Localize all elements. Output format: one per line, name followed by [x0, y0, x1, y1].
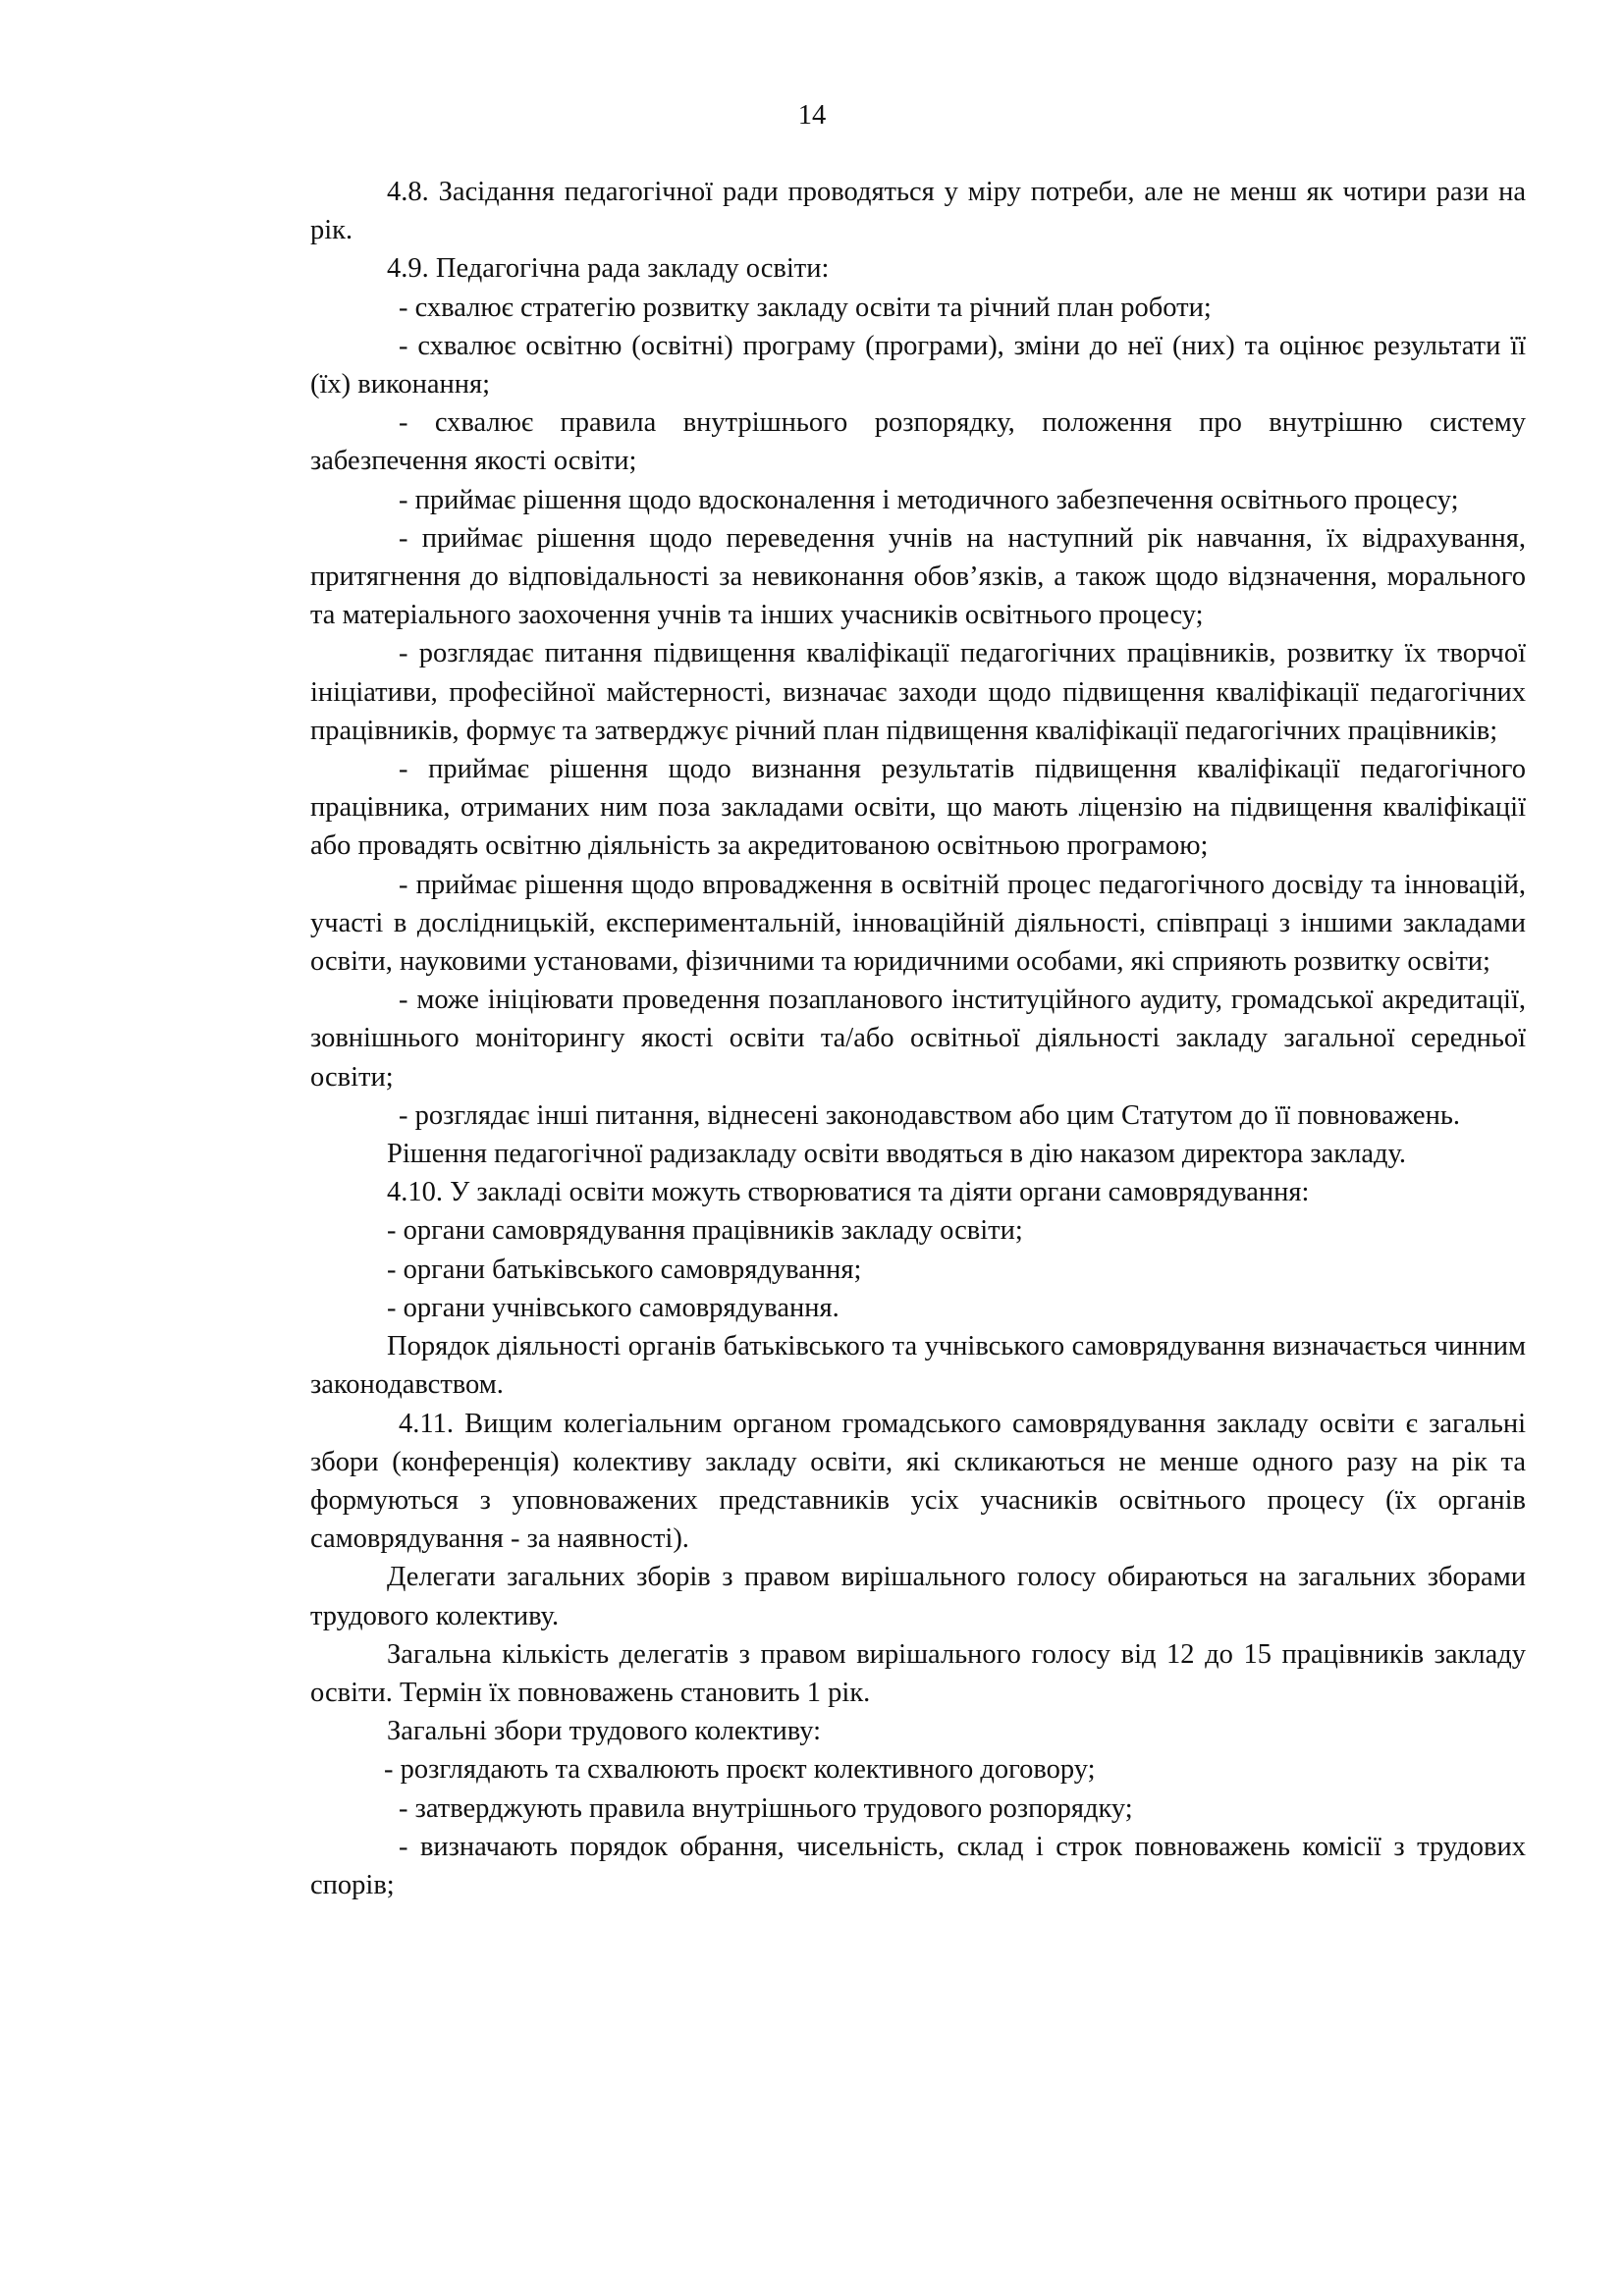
paragraph: 4.8. Засідання педагогічної ради проводяться у міру потреби, але не менш як чотири рази на рік. [310, 177, 1526, 246]
paragraph: Загальні збори трудового колективу: [387, 1716, 822, 1747]
paragraph: - схвалює правила внутрішнього розпорядку, положення про внутрішню систему забезпечення якості освіти; [310, 407, 1526, 477]
paragraph: - органи учнівського самоврядування. [387, 1292, 839, 1323]
document-body [310, 173, 1526, 1904]
paragraph: - органи батьківського самоврядування; [387, 1254, 862, 1285]
paragraph: - приймає рішення щодо вдосконалення і методичного забезпечення освітнього процесу; [399, 484, 1459, 515]
paragraph: - розглядають та схвалюють проєкт колективного договору; [384, 1754, 1096, 1786]
paragraph: - може ініціювати проведення позапланового інституційного аудиту, громадської акредитації, зовнішнього моніторингу якості освіти та/або освітньої діяльності закладу загальної середньої освіти; [310, 985, 1526, 1093]
paragraph: - приймає рішення щодо переведення учнів на наступний рік навчання, їх відрахування, притягнення до відповідальності за невиконання обов’язків, а також щодо відзначення, морального та матеріального заохочення учнів та інших учасників освітнього процесу; [310, 522, 1526, 631]
paragraph: - схвалює стратегію розвитку закладу освіти та річний план роботи; [399, 292, 1212, 323]
paragraph: 4.9. Педагогічна рада закладу освіти: [387, 253, 830, 285]
paragraph: - розглядає питання підвищення кваліфікації педагогічних працівників, розвитку їх творчої ініціативи, професійної майстерності, визначає заходи щодо підвищення кваліфікації педагогічних працівників, формує та затверджує річний план підвищення кваліфікації педагогічних працівників; [310, 638, 1526, 746]
paragraph: - розглядає інші питання, віднесені законодавством або цим Статутом до її повноважень. [399, 1099, 1460, 1131]
paragraph: - приймає рішення щодо впровадження в освітній процес педагогічного досвіду та інновацій, участі в дослідницькій, експериментальній, інноваційній діяльності, співпраці з іншими закладами освіти, науковими установами, фізичними та юридичними особами, які сприяють розвитку освіти; [310, 869, 1526, 978]
paragraph: Порядок діяльності органів батьківського та учнівського самоврядування визначається чинним законодавством. [310, 1331, 1526, 1401]
page-number: 14 [797, 100, 827, 131]
paragraph: - органи самоврядування працівників закладу освіти; [387, 1215, 1023, 1247]
paragraph: Рішення педагогічної радизакладу освіти вводяться в дію наказом директора закладу. [387, 1139, 1407, 1170]
paragraph: 4.10. У закладі освіти можуть створюватися та діяти органи самоврядування: [387, 1177, 1310, 1208]
paragraph: - затверджують правила внутрішнього трудового розпорядку; [399, 1792, 1133, 1824]
paragraph: Загальна кількість делегатів з правом вирішального голосу від 12 до 15 працівників закладу освіти. Термін їх повноважень становить 1 рік. [310, 1638, 1526, 1708]
paragraph: - схвалює освітню (освітні) програму (програми), зміни до неї (них) та оцінює результати її (їх) виконання; [310, 330, 1526, 400]
paragraph: Делегати загальних зборів з правом вирішального голосу обираються на загальних зборами трудового колективу. [310, 1562, 1526, 1631]
paragraph: - визначають порядок обрання, чисельність, склад і строк повноважень комісії з трудових спорів; [310, 1831, 1526, 1900]
paragraph: - приймає рішення щодо визнання результатів підвищення кваліфікації педагогічного працівника, отриманих ним поза закладами освіти, що мають ліцензію на підвищення кваліфікації або провадять освітню діяльність за акредитованою освітньою програмою; [310, 754, 1526, 862]
paragraph: 4.11. Вищим колегіальним органом громадського самоврядування закладу освіти є загальні збори (конференція) колективу закладу освіти, які скликаються не менше одного разу на рік та формуються з уповноважених представників усіх учасників освітнього процесу (їх органів самоврядування - за наявності). [310, 1408, 1526, 1555]
